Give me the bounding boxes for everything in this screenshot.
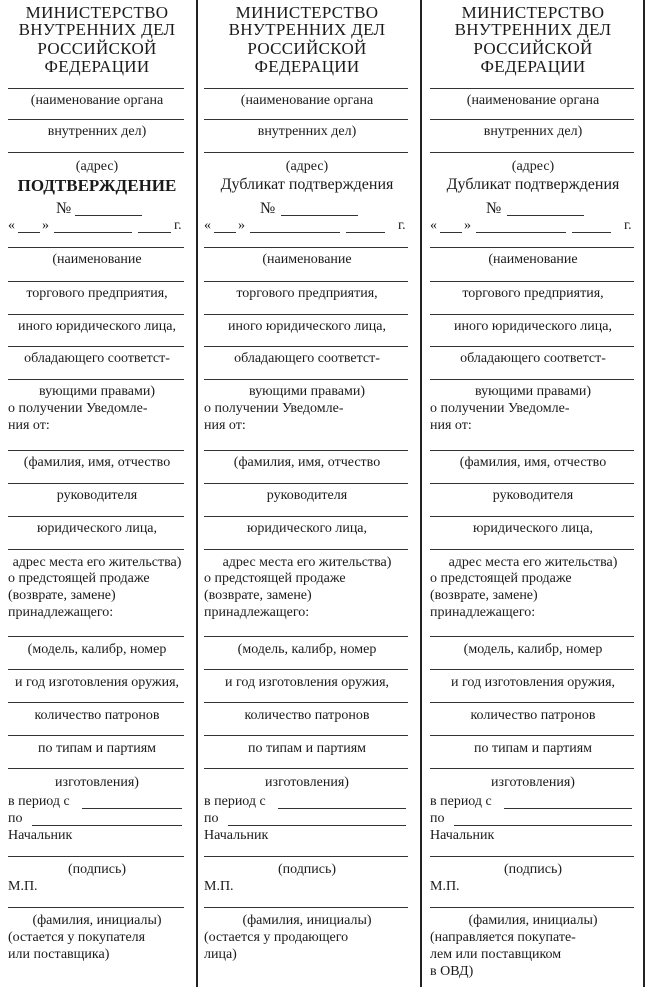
text-organ-l1: (наименование органа: [466, 93, 600, 108]
duplicate-seller-column: [200, 0, 414, 987]
text-sale-l1: о предстоящей продаже: [430, 571, 572, 586]
text-sale-l1: о предстоящей продаже: [8, 571, 150, 586]
date-quote-close: »: [42, 218, 49, 233]
fill-in-line[interactable]: [430, 483, 634, 484]
text-name-l5: вующими правами): [248, 384, 366, 399]
day-field[interactable]: [18, 232, 40, 233]
text-fio-l2: руководителя: [56, 488, 138, 503]
fill-in-line[interactable]: [204, 907, 408, 908]
day-field[interactable]: [214, 232, 236, 233]
fill-in-line[interactable]: [204, 346, 408, 347]
period-from-field[interactable]: [82, 808, 182, 809]
fill-in-line[interactable]: [204, 281, 408, 282]
text-note-l2: или поставщика): [8, 947, 110, 962]
edge-right: [643, 0, 645, 987]
fill-in-line[interactable]: [204, 636, 408, 637]
text-seal: М.П.: [204, 879, 234, 894]
text-receipt-l1: о получении Уведомле-: [8, 401, 148, 416]
fill-in-line[interactable]: [204, 702, 408, 703]
text-header-l3: РОССИЙСКОЙ: [473, 39, 593, 58]
text-seal: М.П.: [8, 879, 38, 894]
fill-in-line[interactable]: [204, 314, 408, 315]
text-fio-l3: юридического лица,: [36, 521, 158, 536]
text-model-l5: изготовления): [55, 775, 139, 790]
text-signature: (подпись): [67, 862, 127, 877]
text-model-l4: по типам и партиям: [37, 741, 157, 756]
fill-in-line[interactable]: [430, 516, 634, 517]
text-name-l1: (наименование: [262, 252, 352, 267]
text-sale-l3: принадлежащего:: [204, 605, 310, 620]
month-field[interactable]: [476, 232, 566, 233]
text-receipt-l2: ния от:: [8, 418, 50, 433]
text-model-l1: (модель, калибр, номер: [27, 642, 167, 657]
fill-in-line[interactable]: [204, 516, 408, 517]
fill-in-line[interactable]: [430, 119, 634, 120]
document-title: ПОДТВЕРЖДЕНИЕ: [17, 176, 177, 195]
date-quote-open: «: [204, 218, 211, 233]
fill-in-line[interactable]: [430, 379, 634, 380]
fill-in-line[interactable]: [8, 152, 184, 153]
fill-in-line[interactable]: [430, 856, 634, 857]
text-sale-l2: (возврате, замене): [204, 588, 312, 603]
fill-in-line[interactable]: [430, 346, 634, 347]
text-chief: Начальник: [204, 828, 269, 843]
text-fio-l2: руководителя: [492, 488, 574, 503]
month-field[interactable]: [54, 232, 132, 233]
text-model-l3: количество патронов: [470, 708, 596, 723]
text-name-l1: (наименование: [488, 252, 578, 267]
period-to-field[interactable]: [32, 825, 182, 826]
year-suffix: г.: [624, 218, 632, 233]
fill-in-line[interactable]: [8, 768, 184, 769]
text-period-to: по: [204, 811, 219, 826]
fill-in-line[interactable]: [430, 88, 634, 89]
text-organ-l2: внутренних дел): [483, 124, 583, 139]
number-label: №: [260, 200, 276, 217]
fill-in-line[interactable]: [8, 314, 184, 315]
fill-in-line[interactable]: [8, 450, 184, 451]
fill-in-line[interactable]: [8, 907, 184, 908]
text-period-to: по: [430, 811, 445, 826]
text-sale-l3: принадлежащего:: [8, 605, 114, 620]
text-name-l4: обладающего соответст-: [24, 351, 170, 366]
fill-in-line[interactable]: [204, 247, 408, 248]
fill-in-line[interactable]: [204, 88, 408, 89]
text-organ-l1: (наименование органа: [30, 93, 164, 108]
fill-in-line[interactable]: [430, 636, 634, 637]
fill-in-line[interactable]: [430, 314, 634, 315]
fill-in-line[interactable]: [8, 856, 184, 857]
text-header-l1: МИНИСТЕРСТВО: [461, 3, 605, 22]
fill-in-line[interactable]: [430, 549, 634, 550]
text-model-l2: и год изготовления оружия,: [224, 675, 390, 690]
text-header-l3: РОССИЙСКОЙ: [247, 39, 367, 58]
fill-in-line[interactable]: [8, 735, 184, 736]
fill-in-line[interactable]: [204, 483, 408, 484]
text-note-l2: лица): [204, 947, 237, 962]
date-quote-close: »: [238, 218, 245, 233]
number-field[interactable]: [281, 215, 358, 216]
month-field[interactable]: [250, 232, 340, 233]
number-label: №: [486, 200, 502, 217]
fill-in-line[interactable]: [430, 247, 634, 248]
fill-in-line[interactable]: [8, 483, 184, 484]
text-receipt-l1: о получении Уведомле-: [430, 401, 570, 416]
text-name-l3: иного юридического лица,: [454, 319, 612, 334]
text-sale-l3: принадлежащего:: [430, 605, 536, 620]
year-suffix: г.: [174, 218, 182, 233]
text-sale-l2: (возврате, замене): [8, 588, 116, 603]
text-header-l2: ВНУТРЕННИХ ДЕЛ: [18, 20, 176, 39]
text-note-l3: в ОВД): [430, 964, 474, 979]
text-fio-l3: юридического лица,: [472, 521, 594, 536]
year-field[interactable]: [572, 232, 611, 233]
text-sale-l2: (возврате, замене): [430, 588, 538, 603]
fill-in-line[interactable]: [8, 119, 184, 120]
text-note-l1: (остается у покупателя: [8, 930, 146, 945]
text-name-l2: торгового предприятия,: [26, 286, 168, 301]
fill-in-line[interactable]: [430, 450, 634, 451]
fill-in-line[interactable]: [204, 735, 408, 736]
fill-in-line[interactable]: [8, 549, 184, 550]
fill-in-line[interactable]: [430, 702, 634, 703]
text-organ-l1: (наименование органа: [240, 93, 374, 108]
fill-in-line[interactable]: [8, 281, 184, 282]
fill-in-line[interactable]: [430, 669, 634, 670]
text-name-l3: иного юридического лица,: [228, 319, 386, 334]
text-receipt-l2: ния от:: [430, 418, 472, 433]
confirmation-column: [4, 0, 190, 987]
text-model-l1: (модель, калибр, номер: [237, 642, 377, 657]
text-address: (адрес): [285, 159, 329, 174]
text-note-l2: лем или поставщиком: [430, 947, 562, 962]
text-initials: (фамилия, инициалы): [468, 913, 598, 928]
text-model-l3: количество патронов: [244, 708, 370, 723]
text-model-l5: изготовления): [491, 775, 575, 790]
text-name-l4: обладающего соответст-: [460, 351, 606, 366]
period-to-field[interactable]: [228, 825, 406, 826]
text-model-l4: по типам и партиям: [473, 741, 593, 756]
number-label: №: [56, 200, 72, 217]
text-period-to: по: [8, 811, 23, 826]
text-address: (адрес): [75, 159, 119, 174]
text-name-l3: иного юридического лица,: [18, 319, 176, 334]
document-title: Дубликат подтверждения: [446, 176, 620, 193]
text-fio-l1: (фамилия, имя, отчество: [459, 455, 607, 470]
text-header-l1: МИНИСТЕРСТВО: [25, 3, 169, 22]
year-field[interactable]: [346, 232, 385, 233]
date-quote-close: »: [464, 218, 471, 233]
text-header-l4: ФЕДЕРАЦИИ: [44, 57, 150, 76]
text-name-l5: вующими правами): [38, 384, 156, 399]
text-fio-l2: руководителя: [266, 488, 348, 503]
fill-in-line[interactable]: [8, 379, 184, 380]
number-field[interactable]: [507, 215, 584, 216]
text-fio-l3: юридического лица,: [246, 521, 368, 536]
date-quote-open: «: [8, 218, 15, 233]
text-fio-l1: (фамилия, имя, отчество: [233, 455, 381, 470]
period-from-field[interactable]: [504, 808, 632, 809]
fill-in-line[interactable]: [430, 907, 634, 908]
text-name-l2: торгового предприятия,: [236, 286, 378, 301]
text-model-l2: и год изготовления оружия,: [14, 675, 180, 690]
text-model-l4: по типам и партиям: [247, 741, 367, 756]
text-header-l4: ФЕДЕРАЦИИ: [254, 57, 360, 76]
text-sale-l1: о предстоящей продаже: [204, 571, 346, 586]
text-initials: (фамилия, инициалы): [242, 913, 372, 928]
fill-in-line[interactable]: [204, 119, 408, 120]
text-header-l2: ВНУТРЕННИХ ДЕЛ: [228, 20, 386, 39]
text-address: (адрес): [511, 159, 555, 174]
text-receipt-l1: о получении Уведомле-: [204, 401, 344, 416]
text-fio-l1: (фамилия, имя, отчество: [23, 455, 171, 470]
fill-in-line[interactable]: [8, 516, 184, 517]
fill-in-line[interactable]: [430, 152, 634, 153]
period-to-field[interactable]: [454, 825, 632, 826]
text-note-l1: (направляется покупате-: [430, 930, 576, 945]
year-field[interactable]: [138, 232, 171, 233]
text-period-from: в период с: [8, 794, 70, 809]
text-fio-l4: адрес места его жительства): [12, 555, 182, 570]
text-organ-l2: внутренних дел): [257, 124, 357, 139]
fill-in-line[interactable]: [8, 247, 184, 248]
text-chief: Начальник: [430, 828, 495, 843]
text-fio-l4: адрес места его жительства): [448, 555, 618, 570]
number-field[interactable]: [75, 215, 142, 216]
duplicate-ovd-column: [426, 0, 640, 987]
fill-in-line[interactable]: [430, 735, 634, 736]
fill-in-line[interactable]: [8, 669, 184, 670]
document-title: Дубликат подтверждения: [220, 176, 394, 193]
fill-in-line[interactable]: [8, 88, 184, 89]
day-field[interactable]: [440, 232, 462, 233]
text-model-l3: количество патронов: [34, 708, 160, 723]
divider-right: [420, 0, 422, 987]
fill-in-line[interactable]: [204, 379, 408, 380]
text-header-l1: МИНИСТЕРСТВО: [235, 3, 379, 22]
text-model-l5: изготовления): [265, 775, 349, 790]
text-name-l1: (наименование: [52, 252, 142, 267]
text-chief: Начальник: [8, 828, 73, 843]
period-from-field[interactable]: [278, 808, 406, 809]
text-organ-l2: внутренних дел): [47, 124, 147, 139]
text-signature: (подпись): [277, 862, 337, 877]
fill-in-line[interactable]: [204, 669, 408, 670]
text-signature: (подпись): [503, 862, 563, 877]
fill-in-line[interactable]: [430, 768, 634, 769]
text-fio-l4: адрес места его жительства): [222, 555, 392, 570]
fill-in-line[interactable]: [204, 768, 408, 769]
text-name-l5: вующими правами): [474, 384, 592, 399]
fill-in-line[interactable]: [430, 281, 634, 282]
text-header-l2: ВНУТРЕННИХ ДЕЛ: [454, 20, 612, 39]
fill-in-line[interactable]: [204, 152, 408, 153]
year-suffix: г.: [398, 218, 406, 233]
text-name-l2: торгового предприятия,: [462, 286, 604, 301]
fill-in-line[interactable]: [204, 856, 408, 857]
text-name-l4: обладающего соответст-: [234, 351, 380, 366]
text-period-from: в период с: [204, 794, 266, 809]
fill-in-line[interactable]: [204, 549, 408, 550]
fill-in-line[interactable]: [204, 450, 408, 451]
date-quote-open: «: [430, 218, 437, 233]
divider-left: [196, 0, 198, 987]
fill-in-line[interactable]: [8, 636, 184, 637]
text-model-l2: и год изготовления оружия,: [450, 675, 616, 690]
text-header-l3: РОССИЙСКОЙ: [37, 39, 157, 58]
text-initials: (фамилия, инициалы): [32, 913, 162, 928]
text-model-l1: (модель, калибр, номер: [463, 642, 603, 657]
fill-in-line[interactable]: [8, 702, 184, 703]
text-receipt-l2: ния от:: [204, 418, 246, 433]
fill-in-line[interactable]: [8, 346, 184, 347]
text-header-l4: ФЕДЕРАЦИИ: [480, 57, 586, 76]
text-period-from: в период с: [430, 794, 492, 809]
text-note-l1: (остается у продающего: [204, 930, 349, 945]
text-seal: М.П.: [430, 879, 460, 894]
